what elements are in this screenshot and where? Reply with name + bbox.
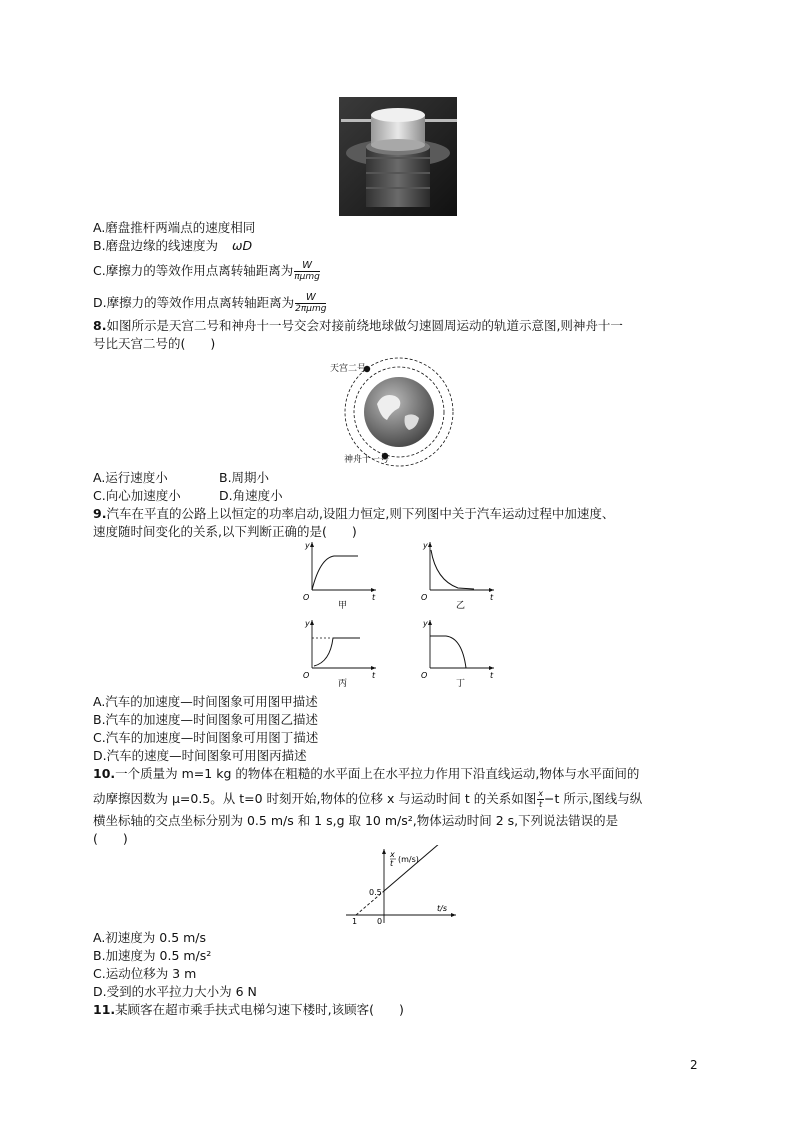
- q9-ding-t-label: t: [490, 671, 494, 680]
- q9-jia-t-label: t: [372, 593, 376, 602]
- q10-xt-figure: [340, 845, 460, 927]
- q10-stem-frac-num: x: [538, 789, 543, 798]
- q9-number: 9.: [93, 506, 107, 521]
- q9-stem-line2: 速度随时间变化的关系,以下判断正确的是( ): [93, 524, 357, 539]
- q10-stem-line3: 横坐标轴的交点坐标分别为 0.5 m/s 和 1 s,g 取 10 m/s²,物体运动时间 2 s,下列说法错误的是: [93, 813, 619, 828]
- q9-graph-jia: [300, 538, 380, 610]
- q10-stem-line2: [93, 787, 642, 811]
- q8-option-b: B.周期小: [219, 470, 270, 485]
- q9-bing-origin: O: [303, 671, 310, 680]
- q9-yi-t-label: t: [490, 593, 494, 602]
- q7-option-b-text: B.磨盘边缘的线速度为: [93, 238, 219, 253]
- q9-ding-caption: 丁: [456, 679, 466, 688]
- q9-graph-ding: [418, 616, 498, 688]
- q8-stem-line2: 号比天宫二号的( ): [93, 336, 216, 351]
- q8-options-row2: [93, 488, 283, 504]
- q8-orbit-figure: [325, 356, 475, 468]
- q7-option-b-expr: ωD: [232, 238, 253, 253]
- q11-stem: [93, 1002, 404, 1018]
- q7-option-d: [93, 291, 326, 315]
- q10-stem-text2b: −t 所示,图线与纵: [543, 791, 643, 806]
- q10-y-axis-den: t: [390, 859, 394, 868]
- q10-x-intercept-label: 1: [352, 917, 358, 926]
- q9-yi-y-label: y: [423, 541, 428, 550]
- q9-option-c: C.汽车的加速度—时间图象可用图丁描述: [93, 730, 319, 745]
- q9-bing-t-label: t: [372, 671, 376, 680]
- q10-option-b: B.加速度为 0.5 m/s²: [93, 948, 212, 963]
- q7-option-c-denominator: πμmg: [294, 272, 320, 282]
- q9-jia-caption: 甲: [338, 601, 348, 610]
- q7-option-d-denominator: 2πμmg: [295, 304, 327, 314]
- millstone-photo: [339, 97, 457, 216]
- q10-y-axis-num: x: [390, 850, 395, 859]
- q10-x-axis-label: t/s: [437, 904, 447, 913]
- page-number: 2: [690, 1058, 698, 1072]
- q7-option-d-fraction: [295, 293, 326, 314]
- q8-stem-text1: 如图所示是天宫二号和神舟十一号交会对接前绕地球做匀速圆周运动的轨道示意图,则神舟十一: [106, 318, 623, 333]
- q9-bing-caption: 丙: [338, 679, 348, 688]
- q10-stem-line4: ( ): [93, 831, 128, 846]
- q10-origin-label: 0: [377, 917, 383, 926]
- q9-stem-text1: 汽车在平直的公路上以恒定的功率启动,设阻力恒定,则下列图中关于汽车运动过程中加速度、: [106, 506, 615, 521]
- q10-stem-frac-den: t: [539, 800, 543, 809]
- q7-option-d-text: D.摩擦力的等效作用点离转轴距离为: [93, 295, 295, 310]
- q8-option-c: C.向心加速度小: [93, 488, 181, 503]
- q10-stem-line1: [93, 766, 639, 782]
- q9-stem-line1: [93, 506, 614, 522]
- q9-graph-bing: [300, 616, 380, 688]
- q9-yi-origin: O: [421, 593, 428, 602]
- q9-option-a: A.汽车的加速度—时间图象可用图甲描述: [93, 694, 318, 709]
- q8-option-a: A.运行速度小: [93, 470, 168, 485]
- q9-jia-origin: O: [303, 593, 310, 602]
- q10-number: 10.: [93, 766, 116, 781]
- q7-option-c-fraction: [294, 261, 320, 282]
- q9-jia-y-label: y: [305, 541, 310, 550]
- q7-option-c-text: C.摩擦力的等效作用点离转轴距离为: [93, 263, 294, 278]
- q8-label-tiangong: 天宫二号: [330, 364, 367, 374]
- q10-stem-text2a: 动摩擦因数为 μ=0.5。从 t=0 时刻开始,物体的位移 x 与运动时间 t 的关系如图: [93, 791, 537, 806]
- q8-label-shenzhou: 神舟十一号: [344, 455, 390, 465]
- q7-option-d-numerator: W: [295, 293, 326, 304]
- q7-option-c: [93, 259, 320, 283]
- q10-option-d: D.受到的水平拉力大小为 6 N: [93, 984, 257, 999]
- q8-option-d: D.角速度小: [219, 488, 283, 503]
- q10-stem-fraction: [537, 789, 544, 810]
- q8-number: 8.: [93, 318, 107, 333]
- q9-bing-y-label: y: [305, 619, 310, 628]
- q10-option-c: C.运动位移为 3 m: [93, 966, 197, 981]
- q11-number: 11.: [93, 1002, 116, 1017]
- q9-ding-origin: O: [421, 671, 428, 680]
- q9-option-b: B.汽车的加速度—时间图象可用图乙描述: [93, 712, 319, 727]
- q7-option-a: A.磨盘推杆两端点的速度相同: [93, 220, 256, 235]
- q8-stem-line1: [93, 318, 623, 334]
- q10-y-intercept-label: 0.5: [369, 888, 382, 897]
- q9-graph-yi: [418, 538, 498, 610]
- q10-y-axis-label: (m/s): [398, 855, 419, 864]
- q8-options-row1: [93, 470, 270, 486]
- q7-option-c-numerator: W: [294, 261, 320, 272]
- q10-option-a: A.初速度为 0.5 m/s: [93, 930, 207, 945]
- q9-ding-y-label: y: [423, 619, 428, 628]
- q11-stem-text: 某顾客在超市乘手扶式电梯匀速下楼时,该顾客( ): [115, 1002, 404, 1017]
- q10-stem-text1: 一个质量为 m=1 kg 的物体在粗糙的水平面上在水平拉力作用下沿直线运动,物体与水平面间的: [115, 766, 640, 781]
- q7-option-b: [93, 238, 252, 254]
- q9-option-d: D.汽车的速度—时间图象可用图丙描述: [93, 748, 307, 763]
- q9-yi-caption: 乙: [456, 601, 466, 610]
